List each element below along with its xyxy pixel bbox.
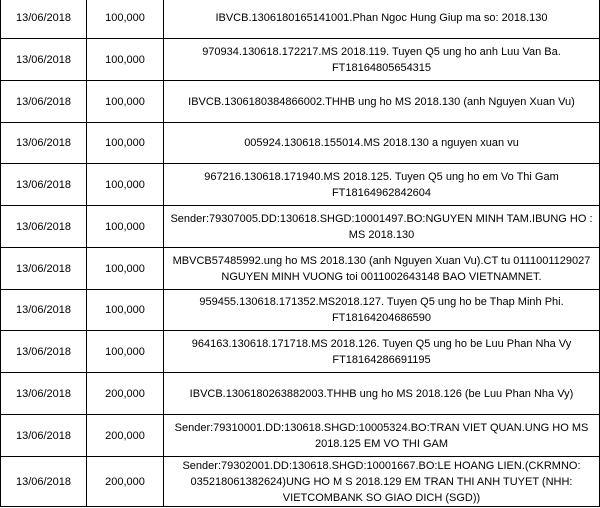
description-cell: 970934.130618.172217.MS 2018.119. Tuyen Q5 ung ho anh Luu Van Ba. FT18164805654315 [164, 39, 600, 81]
amount-cell: 100,000 [87, 81, 164, 123]
date-cell: 13/06/2018 [1, 81, 87, 123]
amount-cell: 200,000 [87, 415, 164, 457]
amount-cell: 100,000 [87, 248, 164, 290]
amount-cell: 100,000 [87, 123, 164, 164]
table-row [1, 39, 600, 81]
date-cell: 13/06/2018 [1, 0, 87, 39]
date-cell: 13/06/2018 [1, 457, 87, 507]
description-cell: IBVCB.1306180263882003.THHB ung ho MS 2018.126 (be Luu Phan Nha Vy) [164, 373, 600, 415]
amount-cell: 100,000 [87, 39, 164, 81]
date-cell: 13/06/2018 [1, 206, 87, 248]
description-cell: Sender:79302001.DD:130618.SHGD:10001667.BO:LE HOANG LIEN.(CKRMNO: 035218061382624)UNG HO M S 2018.129 EM TRAN THI ANH TUYET (NHH: VIETCOMBANK SO GIAO DICH (SGD)) [164, 457, 600, 507]
description-cell: 005924.130618.155014.MS 2018.130 a nguyen xuan vu [164, 123, 600, 164]
amount-cell: 100,000 [87, 331, 164, 373]
amount-cell: 100,000 [87, 164, 164, 206]
date-cell: 13/06/2018 [1, 331, 87, 373]
date-cell: 13/06/2018 [1, 164, 87, 206]
table-row [1, 457, 600, 507]
table-row [1, 123, 600, 164]
date-cell: 13/06/2018 [1, 248, 87, 290]
description-cell: 959455.130618.171352.MS2018.127. Tuyen Q5 ung ho be Thap Minh Phi. FT18164204686590 [164, 290, 600, 331]
table-row [1, 81, 600, 123]
description-cell: Sender:79310001.DD:130618.SHGD:10005324.BO:TRAN VIET QUAN.UNG HO MS 2018.125 EM VO THI GAM [164, 415, 600, 457]
table-row [1, 373, 600, 415]
description-cell: Sender:79307005.DD:130618.SHGD:10001497.BO:NGUYEN MINH TAM.IBUNG HO : MS 2018.130 [164, 206, 600, 248]
table-row [1, 290, 600, 331]
date-cell: 13/06/2018 [1, 290, 87, 331]
date-cell: 13/06/2018 [1, 415, 87, 457]
date-cell: 13/06/2018 [1, 373, 87, 415]
description-cell: IBVCB.1306180165141001.Phan Ngoc Hung Giup ma so: 2018.130 [164, 0, 600, 39]
amount-cell: 100,000 [87, 290, 164, 331]
amount-cell: 100,000 [87, 206, 164, 248]
table-row [1, 0, 600, 39]
table-row [1, 164, 600, 206]
date-cell: 13/06/2018 [1, 123, 87, 164]
description-cell: 964163.130618.171718.MS 2018.126. Tuyen Q5 ung ho be Luu Phan Nha Vy FT18164286691195 [164, 331, 600, 373]
table-row [1, 331, 600, 373]
date-cell: 13/06/2018 [1, 39, 87, 81]
table-row [1, 248, 600, 290]
amount-cell: 100,000 [87, 0, 164, 39]
amount-cell: 200,000 [87, 457, 164, 507]
table-row [1, 415, 600, 457]
description-cell: MBVCB57485992.ung ho MS 2018.130 (anh Nguyen Xuan Vu).CT tu 0111001129027 NGUYEN MINH VUONG toi 0011002643148 BAO VIETNAMNET. [164, 248, 600, 290]
amount-cell: 200,000 [87, 373, 164, 415]
description-cell: IBVCB.1306180384866002.THHB ung ho MS 2018.130 (anh Nguyen Xuan Vu) [164, 81, 600, 123]
description-cell: 967216.130618.171940.MS 2018.125. Tuyen Q5 ung ho em Vo Thi Gam FT18164962842604 [164, 164, 600, 206]
table-row [1, 206, 600, 248]
donation-table-body [1, 0, 600, 507]
